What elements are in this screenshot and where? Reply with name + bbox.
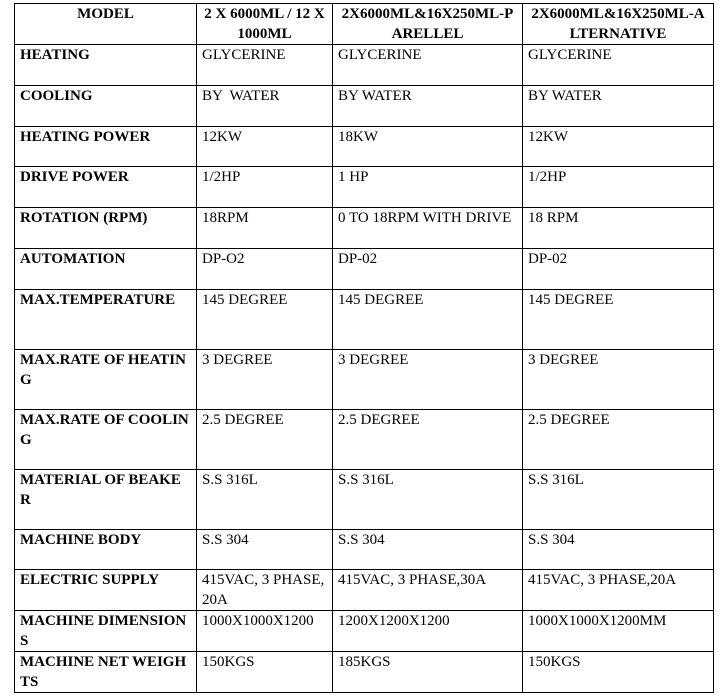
row-label-machine-body: MACHINE BODY [15,530,197,570]
cell-value: 0 TO 18RPM WITH DRIVE [333,208,523,249]
cell-value: 18RPM [197,208,333,249]
cell-value: S.S 316L [197,470,333,530]
cell-value: 2.5 DEGREE [333,410,523,470]
row-label-rotation: ROTATION (RPM) [15,208,197,249]
cell-value: 3 DEGREE [197,350,333,410]
cell-value: S.S 304 [197,530,333,570]
row-label-drive-power: DRIVE POWER [15,167,197,208]
row-label-heating: HEATING [15,45,197,86]
cell-value: 1/2HP [197,167,333,208]
table-row [15,290,714,350]
row-label-machine-dimensions: MACHINE DIMENSIONS [15,611,197,652]
table-row [15,127,714,167]
spec-table [14,3,714,693]
cell-value: 1 HP [333,167,523,208]
cell-value: 415VAC, 3 PHASE,20A [197,570,333,611]
cell-value: 18 RPM [523,208,714,249]
cell-value: 145 DEGREE [523,290,714,350]
table-row [15,86,714,127]
header-model-1: 2 X 6000ML / 12 X 1000ML [197,4,333,45]
cell-value: BY WATER [197,86,333,127]
cell-value: 2.5 DEGREE [197,410,333,470]
cell-value: 12KW [197,127,333,167]
table-row [15,45,714,86]
table-row [15,167,714,208]
cell-value: S.S 316L [523,470,714,530]
row-label-max-rate-cooling: MAX.RATE OF COOLING [15,410,197,470]
table-row [15,530,714,570]
cell-value: 1000X1000X1200MM [523,611,714,652]
cell-value: DP-02 [333,249,523,290]
cell-value: BY WATER [333,86,523,127]
table-row [15,410,714,470]
cell-value: BY WATER [523,86,714,127]
table-row [15,470,714,530]
table-row [15,208,714,249]
cell-value: 3 DEGREE [333,350,523,410]
row-label-cooling: COOLING [15,86,197,127]
cell-value: 2.5 DEGREE [523,410,714,470]
cell-value: GLYCERINE [333,45,523,86]
header-model-3: 2X6000ML&16X250ML-ALTERNATIVE [523,4,714,45]
cell-value: DP-02 [523,249,714,290]
cell-value: 1000X1000X1200 [197,611,333,652]
cell-value: GLYCERINE [523,45,714,86]
cell-value: 3 DEGREE [523,350,714,410]
cell-value: S.S 316L [333,470,523,530]
row-label-automation: AUTOMATION [15,249,197,290]
cell-value: 150KGS [197,652,333,693]
table-row [15,350,714,410]
row-label-heating-power: HEATING POWER [15,127,197,167]
cell-value: 1200X1200X1200 [333,611,523,652]
header-model: MODEL [15,4,197,45]
cell-value: 18KW [333,127,523,167]
row-label-material-of-beaker: MATERIAL OF BEAKER [15,470,197,530]
cell-value: 415VAC, 3 PHASE,20A [523,570,714,611]
cell-value: 150KGS [523,652,714,693]
cell-value: S.S 304 [333,530,523,570]
cell-value: 145 DEGREE [197,290,333,350]
row-label-max-temperature: MAX.TEMPERATURE [15,290,197,350]
cell-value: GLYCERINE [197,45,333,86]
header-model-2: 2X6000ML&16X250ML-PARELLEL [333,4,523,45]
table-row [15,652,714,693]
row-label-machine-net-weights: MACHINE NET WEIGHTS [15,652,197,693]
cell-value: 1/2HP [523,167,714,208]
cell-value: 12KW [523,127,714,167]
table-header-row [15,4,714,45]
cell-value: DP-O2 [197,249,333,290]
table-row [15,611,714,652]
cell-value: S.S 304 [523,530,714,570]
row-label-electric-supply: ELECTRIC SUPPLY [15,570,197,611]
table-row [15,570,714,611]
cell-value: 145 DEGREE [333,290,523,350]
cell-value: 185KGS [333,652,523,693]
row-label-max-rate-heating: MAX.RATE OF HEATING [15,350,197,410]
table-row [15,249,714,290]
cell-value: 415VAC, 3 PHASE,30A [333,570,523,611]
